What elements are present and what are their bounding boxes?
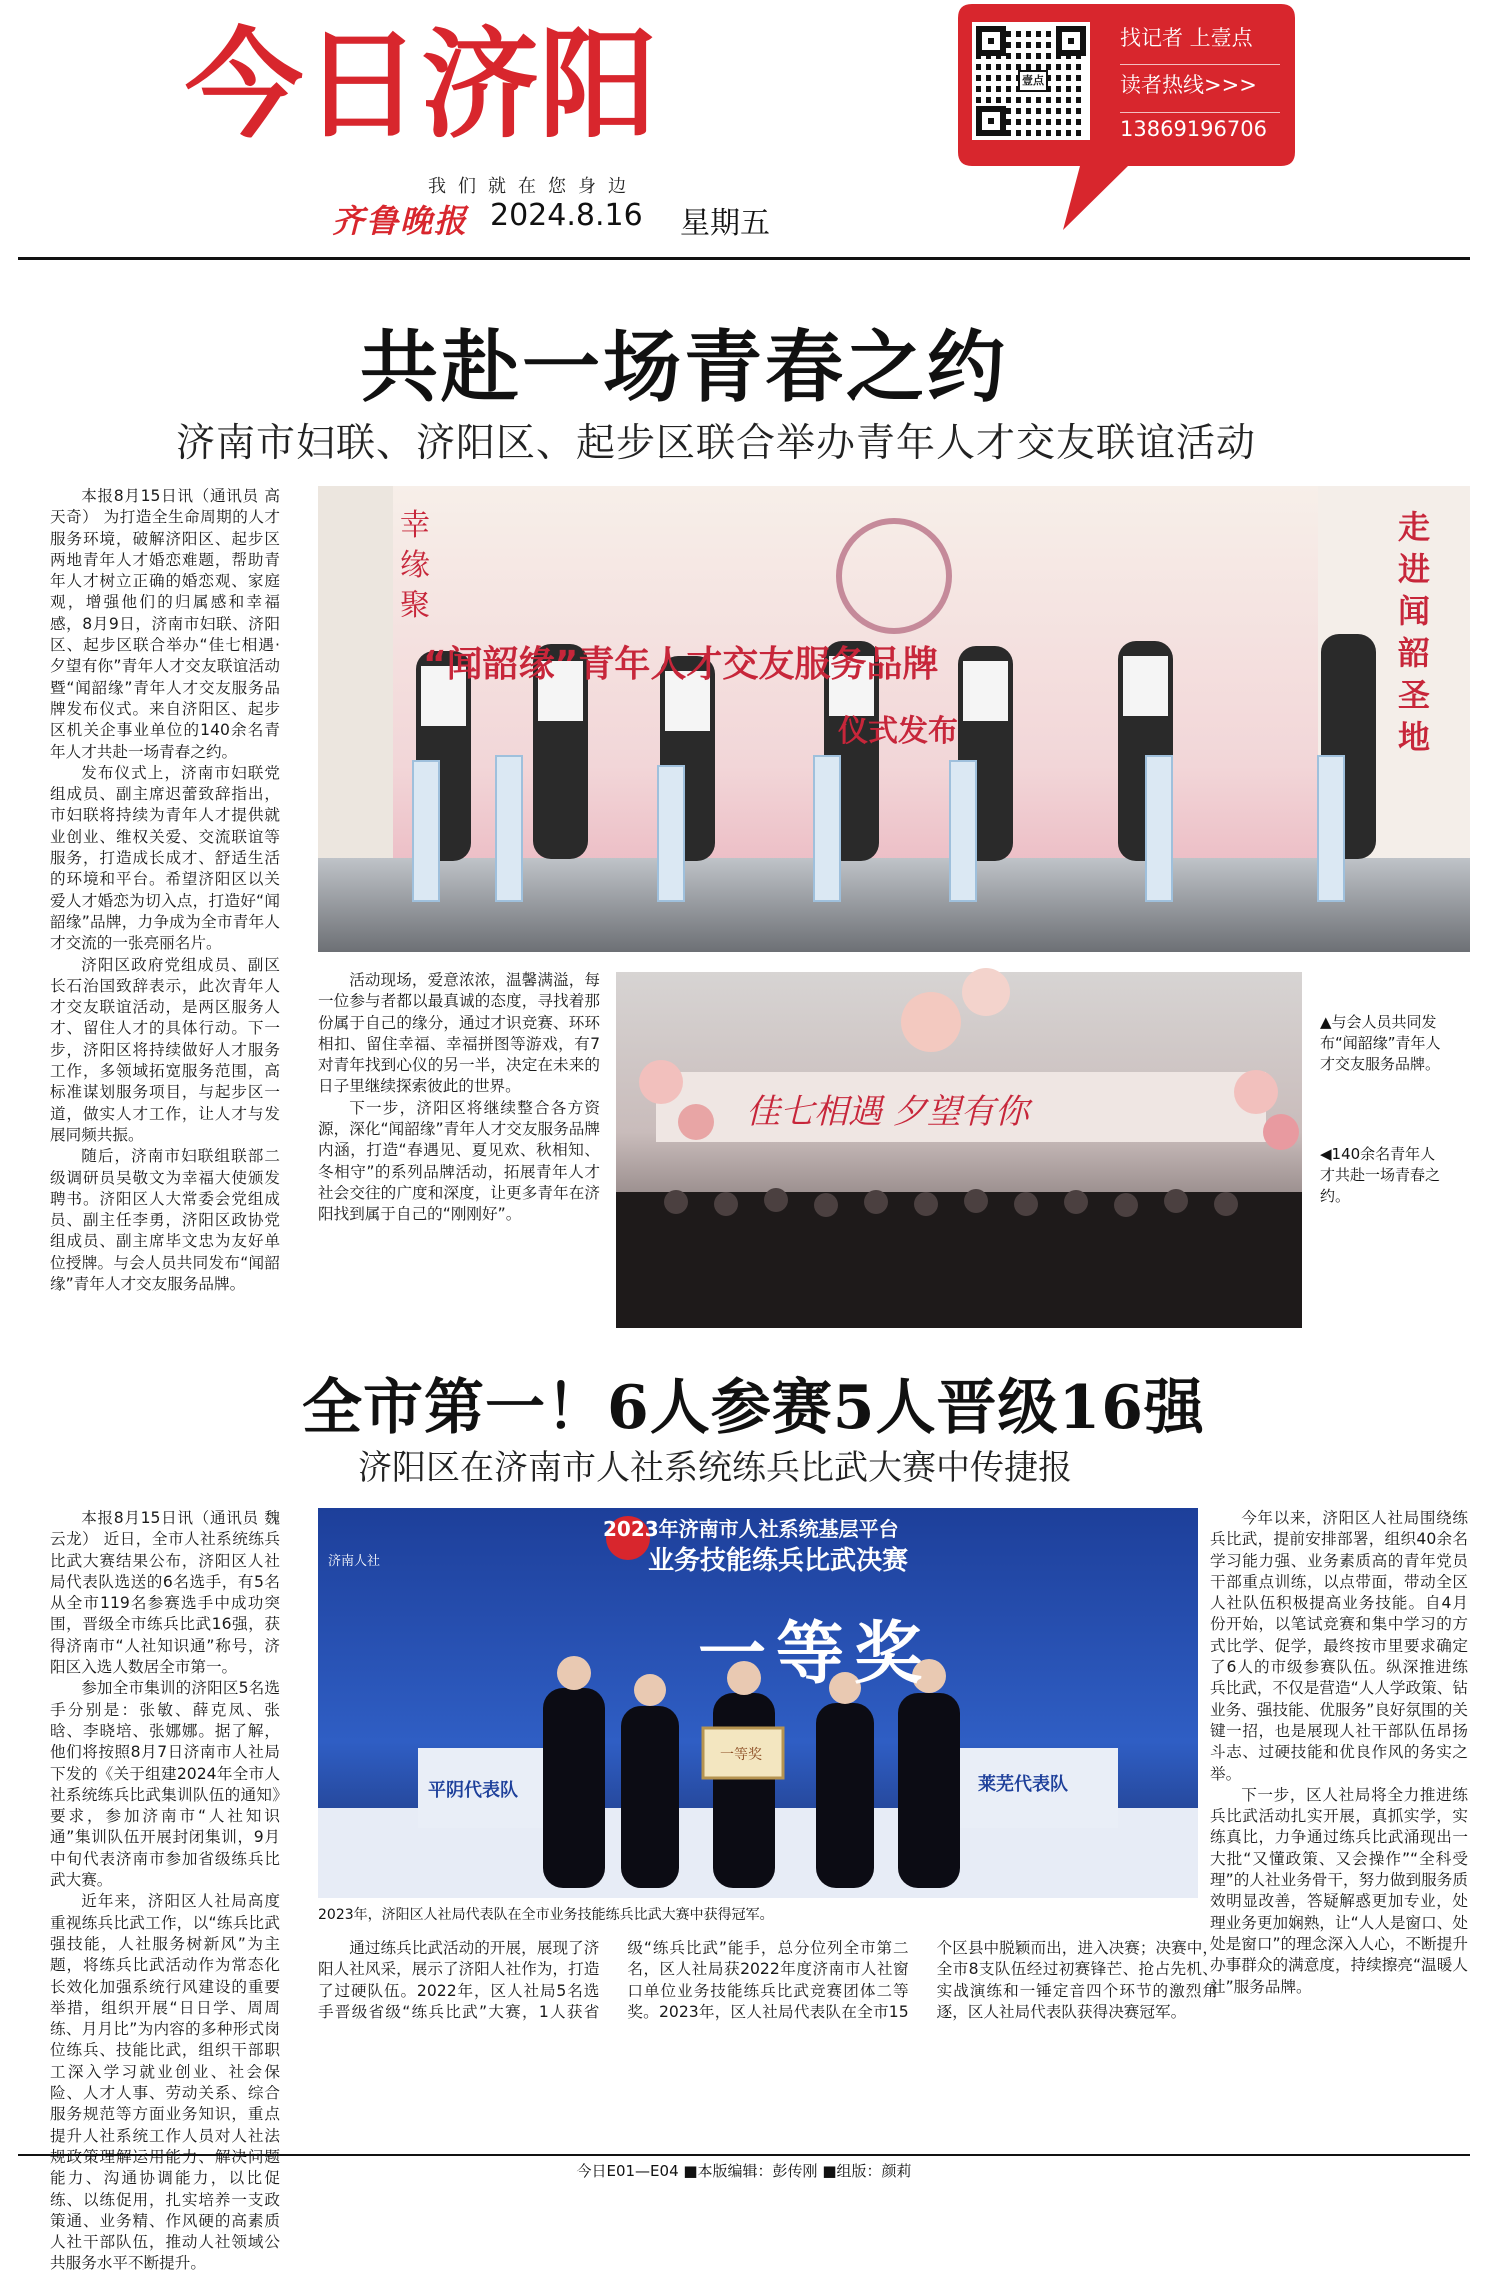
article1-caption-1: ▲与会人员共同发布“闻韶缘”青年人才交友服务品牌。 (1320, 1013, 1441, 1073)
article1-headline: 共赴一场青春之约 (360, 322, 1009, 413)
issue-date: 2024.8.16 (490, 198, 643, 233)
award-title: 一等奖 (698, 1614, 933, 1694)
award-banner-top: 2023年济南市人社系统基层平台 (603, 1517, 899, 1541)
article2-paragraph: 今年以来，济阳区人社局围绕练兵比武，提前安排部署，组织40余名学习能力强、业务素质高的青年党员干部重点训练，以点带面，带动全区人社队伍积极提高业务技能。自4月份开始，以笔试竞赛和集中学习的方式比学、促学，最终按市里要求确定了6人的市级参赛队伍。纵深推进练兵比武，不仅是营造“人人学政策、钻业务、强技能、优服务”良好氛围的关键一招，也是展现人社干部队伍昂扬斗志、过硬技能和优良作风的务实之举。 (1210, 1509, 1468, 1783)
article1-paragraph: 活动现场，爱意浓浓，温馨满溢，每一位参与者都以最真诚的态度，寻找着那份属于自己的缘分，通过才识竞赛、环环相扣、留住幸福、幸福拼图等游戏，有7对青年找到心仪的另一半，决定在未来的日子里继续探索彼此的世界。 (318, 971, 600, 1096)
qr-code-icon[interactable] (972, 22, 1090, 140)
award-certificate: 一等奖 (720, 1747, 762, 1763)
stage-side-right: 走进闻韶圣地 (1398, 508, 1431, 756)
page-footer: 今日E01—E04 ■本版编辑：彭传刚 ■组版：颜莉 (18, 2154, 1470, 2181)
article2-headline: 全市第一！6人参赛5人晋级16强 (302, 1373, 1205, 1443)
stage-banner: “闻韶缘”青年人才交友服务品牌 (423, 644, 939, 685)
article2-paragraph: 参加全市集训的济阳区5名选手分别是：张敏、薛克凤、张晗、李晓培、张娜娜。据了解，他们将按照8月7日济南市人社局下发的《关于组建2024年全市人社系统练兵比武集训队伍的通知》要求，参加济南市“人社知识通”集训队伍开展封闭集训，9月中旬代表济南市参加省级练兵比武大赛。 (50, 1679, 280, 1890)
article1-paragraph: 发布仪式上，济南市妇联党组成员、副主席迟蕾致辞指出，市妇联将持续为青年人才提供就业创业、维权关爱、交流联谊等服务，打造成长成才、舒适生活的环境和平台。希望济阳区以关爱人才婚恋为切入点，打造好“闻韶缘”品牌，力争成为全市青年人才交流的一张亮丽名片。 (50, 763, 280, 953)
hotline-label: 读者热线>>> (1120, 64, 1280, 99)
award-sign-right: 莱芜代表队 (978, 1774, 1068, 1795)
award-logo-text: 济南人社 (328, 1554, 381, 1569)
article1-column-middle (318, 970, 600, 1332)
article1-subheadline: 济南市妇联、济阳区、起步区联合举办青年人才交友联谊活动 (176, 421, 1257, 466)
article1-caption-2: ◀140余名青年人才共赴一场青春之约。 (1320, 1145, 1441, 1205)
article2-subheadline: 济阳区在济南市人社系统练兵比武大赛中传捷报 (358, 1448, 1072, 1488)
audience-banner: 佳七相遇 夕望有你 (746, 1092, 1029, 1132)
article1-photo-audience (616, 972, 1302, 1328)
award-banner-main: 业务技能练兵比武决赛 (648, 1546, 909, 1576)
article1-paragraph: 随后，济南市妇联组联部二级调研员吴敬文为幸福大使颁发聘书。济阳区人大常委会党组成员、副主任李勇，济阳区政协党组成员、副主席毕文忠为友好单位授牌。与会人员共同发布“闻韶缘”青年人才交友服务品牌。 (50, 1147, 280, 1293)
hotline-number: 13869196706 (1120, 112, 1280, 141)
article2-paragraph: 近年来，济阳区人社局高度重视练兵比武工作，以“练兵比武强技能，人社服务树新风”为主题，将练兵比武活动作为常态化长效化加强系统行风建设的重要举措，组织开展“日日学、周周练、月月比”为内容的多种形式岗位练兵、技能比武，组织干部职工深入学习就业创业、社会保险、人才人事、劳动关系、综合服务规范等方面业务知识，重点提升人社系统工作人员对人社法规政策理解运用能力、解决问题能力、沟通协调能力，以比促练、以练促用，扎实培养一支政策通、业务精、作风硬的高素质人社干部队伍，推动人社领域公共服务水平不断提升。 (50, 1892, 280, 2273)
masthead-title: 今日济阳 (185, 15, 658, 154)
article1-paragraph: 本报8月15日讯（通讯员 高天奇） 为打造全生命周期的人才服务环境，破解济阳区、起步区两地青年人才婚恋难题，帮助青年人才树立正确的婚恋观、家庭观，增强他们的归属感和幸福感，8月9日，济南市妇联、济阳区、起步区联合举办“佳七相遇·夕望有你”青年人才交友联谊活动暨“闻韶缘”青年人才交友服务品牌发布仪式。来自济阳区、起步区机关企事业单位的140余名青年人才共赴一场青春之约。 (50, 487, 280, 761)
article2-column-right (1210, 1508, 1468, 2148)
stage-banner-sub: 仪式发布 (838, 714, 958, 749)
article2-columns-lower (318, 1938, 1218, 2148)
article2-column-left (50, 1508, 280, 2273)
hotline-prompt: 找记者 上壹点 (1120, 26, 1253, 50)
newspaper-logo: 齐鲁晚报 (332, 202, 469, 240)
article1-paragraph: 济阳区政府党组成员、副区长石治国致辞表示，此次青年人才交友联谊活动，是两区服务人才、留住人才的具体行动。下一步，济阳区将持续做好人才服务工作，多领域拓宽服务范围，高标准谋划服务项目，与起步区一道，做实人才工作，让人才与发展同频共振。 (50, 955, 280, 1144)
article1-column-left (50, 486, 280, 1332)
article2-photo-award (318, 1508, 1198, 1898)
issue-weekday: 星期五 (680, 206, 770, 241)
audience-photo-icon (616, 972, 1302, 1328)
stage-side-left: 幸缘聚 (400, 508, 430, 623)
article1-photo-stage (318, 486, 1470, 952)
article2-paragraph: 通过练兵比武活动的开展，展现了济阳人社风采，展示了济阳人社作为，打造了过硬队伍。2022年，区人社局5名选手晋级省级“练兵比武”大赛，1人获省级“练兵比武”能手，总分位列全市第二名，区人社局获2022年度济南市人社窗口单位业务技能练兵比武竞赛团体二等奖。2023年，区人社局代表队在全市15个区县中脱颖而出，进入决赛；决赛中，全市8支队伍经过初赛锋芒、抢占先机、实战演练和一锤定音四个环节的激烈角逐，区人社局代表队获得决赛冠军。 (318, 1939, 1218, 2021)
award-sign-left: 平阴代表队 (428, 1780, 518, 1801)
masthead-divider (18, 257, 1470, 260)
article2-caption: 2023年，济阳区人社局代表队在全市业务技能练兵比武大赛中获得冠军。 (318, 1907, 774, 1923)
article2-paragraph: 下一步，区人社局将全力推进练兵比武活动扎实开展，真抓实学，实练真比，力争通过练兵比武涌现出一大批“又懂政策、又会操作”“全科受理”的人社业务骨干，努力做到服务质效明显改善，答疑解惑更加专业，处理业务更加娴熟，让“人人是窗口、处处是窗口”的理念深入人心，不断提升办事群众的满意度，持续擦亮“温暖人社”服务品牌。 (1210, 1785, 1468, 1996)
article1-paragraph: 下一步，济阳区将继续整合各方资源，深化“闻韶缘”青年人才交友服务品牌内涵，打造“春遇见、夏见欢、秋相知、冬相守”的系列品牌活动，拓展青年人才社会交往的广度和深度，让更多青年在济阳找到属于自己的“刚刚好”。 (318, 1098, 600, 1224)
article2-paragraph: 本报8月15日讯（通讯员 魏云龙） 近日，全市人社系统练兵比武大赛结果公布，济阳区人社局代表队选送的6名选手，有5名从全市119名参赛选手中成功突围，晋级全市练兵比武16强，获得济南市“人社知识通”称号，济阳区入选人数居全市第一。 (50, 1509, 280, 1677)
masthead-slogan: 我们就在您身边 (428, 176, 638, 197)
qr-label: 壹点 (1018, 70, 1048, 92)
